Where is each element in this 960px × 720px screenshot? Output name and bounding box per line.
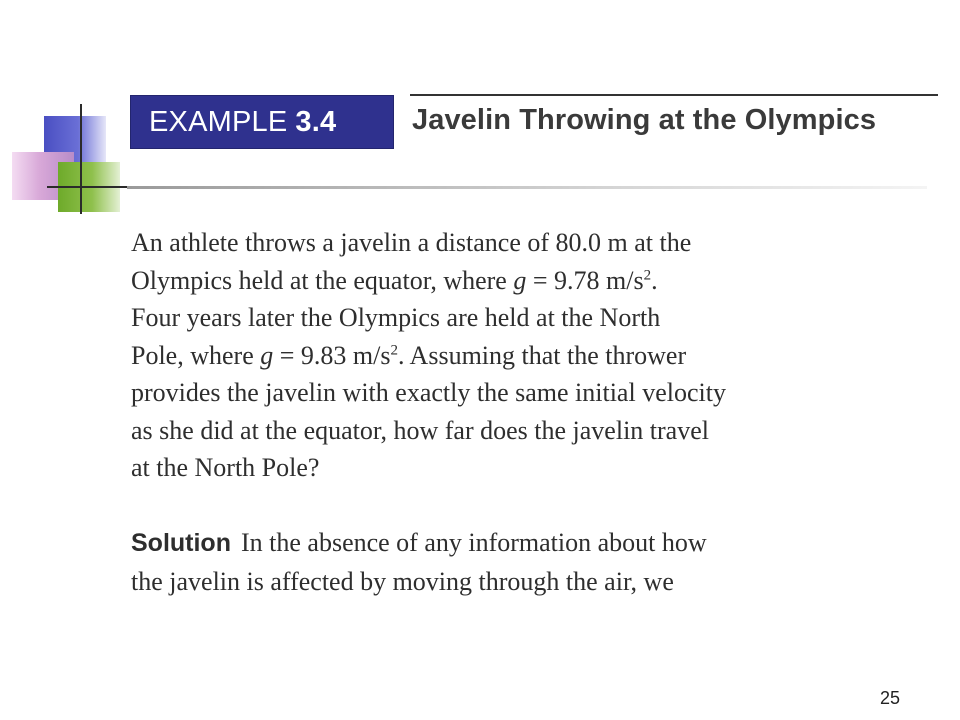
problem-line-3: Four years later the Olympics are held at the North <box>131 303 661 332</box>
decor-vertical-line <box>80 104 82 214</box>
text-segment: Pole, where <box>131 340 261 370</box>
exponent: 2 <box>390 341 398 358</box>
page-number: 25 <box>880 688 901 708</box>
problem-line-1: An athlete throws a javelin a distance of 80.0 m at the <box>131 228 692 257</box>
solution-label: Solution <box>131 529 231 557</box>
example-badge <box>130 95 394 149</box>
problem-line-4 <box>131 337 911 375</box>
decor-horizontal-line <box>47 186 127 188</box>
text-segment: . <box>651 265 658 295</box>
solution-line-1 <box>131 524 911 563</box>
example-number: 3.4 <box>295 105 337 138</box>
solution-text <box>131 524 911 600</box>
variable-g: g <box>260 340 274 370</box>
example-label: EXAMPLE <box>149 105 288 138</box>
solution-line-2: the javelin is affected by moving through the air, we <box>131 566 674 596</box>
text-segment: . Assuming that the thrower <box>397 340 687 370</box>
exponent: 2 <box>643 266 652 283</box>
example-title: Javelin Throwing at the Olympics <box>412 104 877 136</box>
text-segment: = 9.83 m/s <box>273 340 391 370</box>
title-divider-line <box>127 186 927 189</box>
variable-g: g <box>513 265 527 295</box>
problem-line-2 <box>131 262 911 300</box>
header-rule <box>410 94 938 96</box>
text-segment: In the absence of any information about how <box>240 528 707 557</box>
problem-text <box>131 224 911 487</box>
problem-line-5: provides the javelin with exactly the same initial velocity <box>131 378 726 407</box>
text-segment: Olympics held at the equator, where <box>131 265 514 295</box>
problem-line-6: as she did at the equator, how far does the javelin travel <box>131 415 709 445</box>
text-segment: = 9.78 m/s <box>526 265 644 295</box>
problem-line-7: at the North Pole? <box>131 453 320 482</box>
